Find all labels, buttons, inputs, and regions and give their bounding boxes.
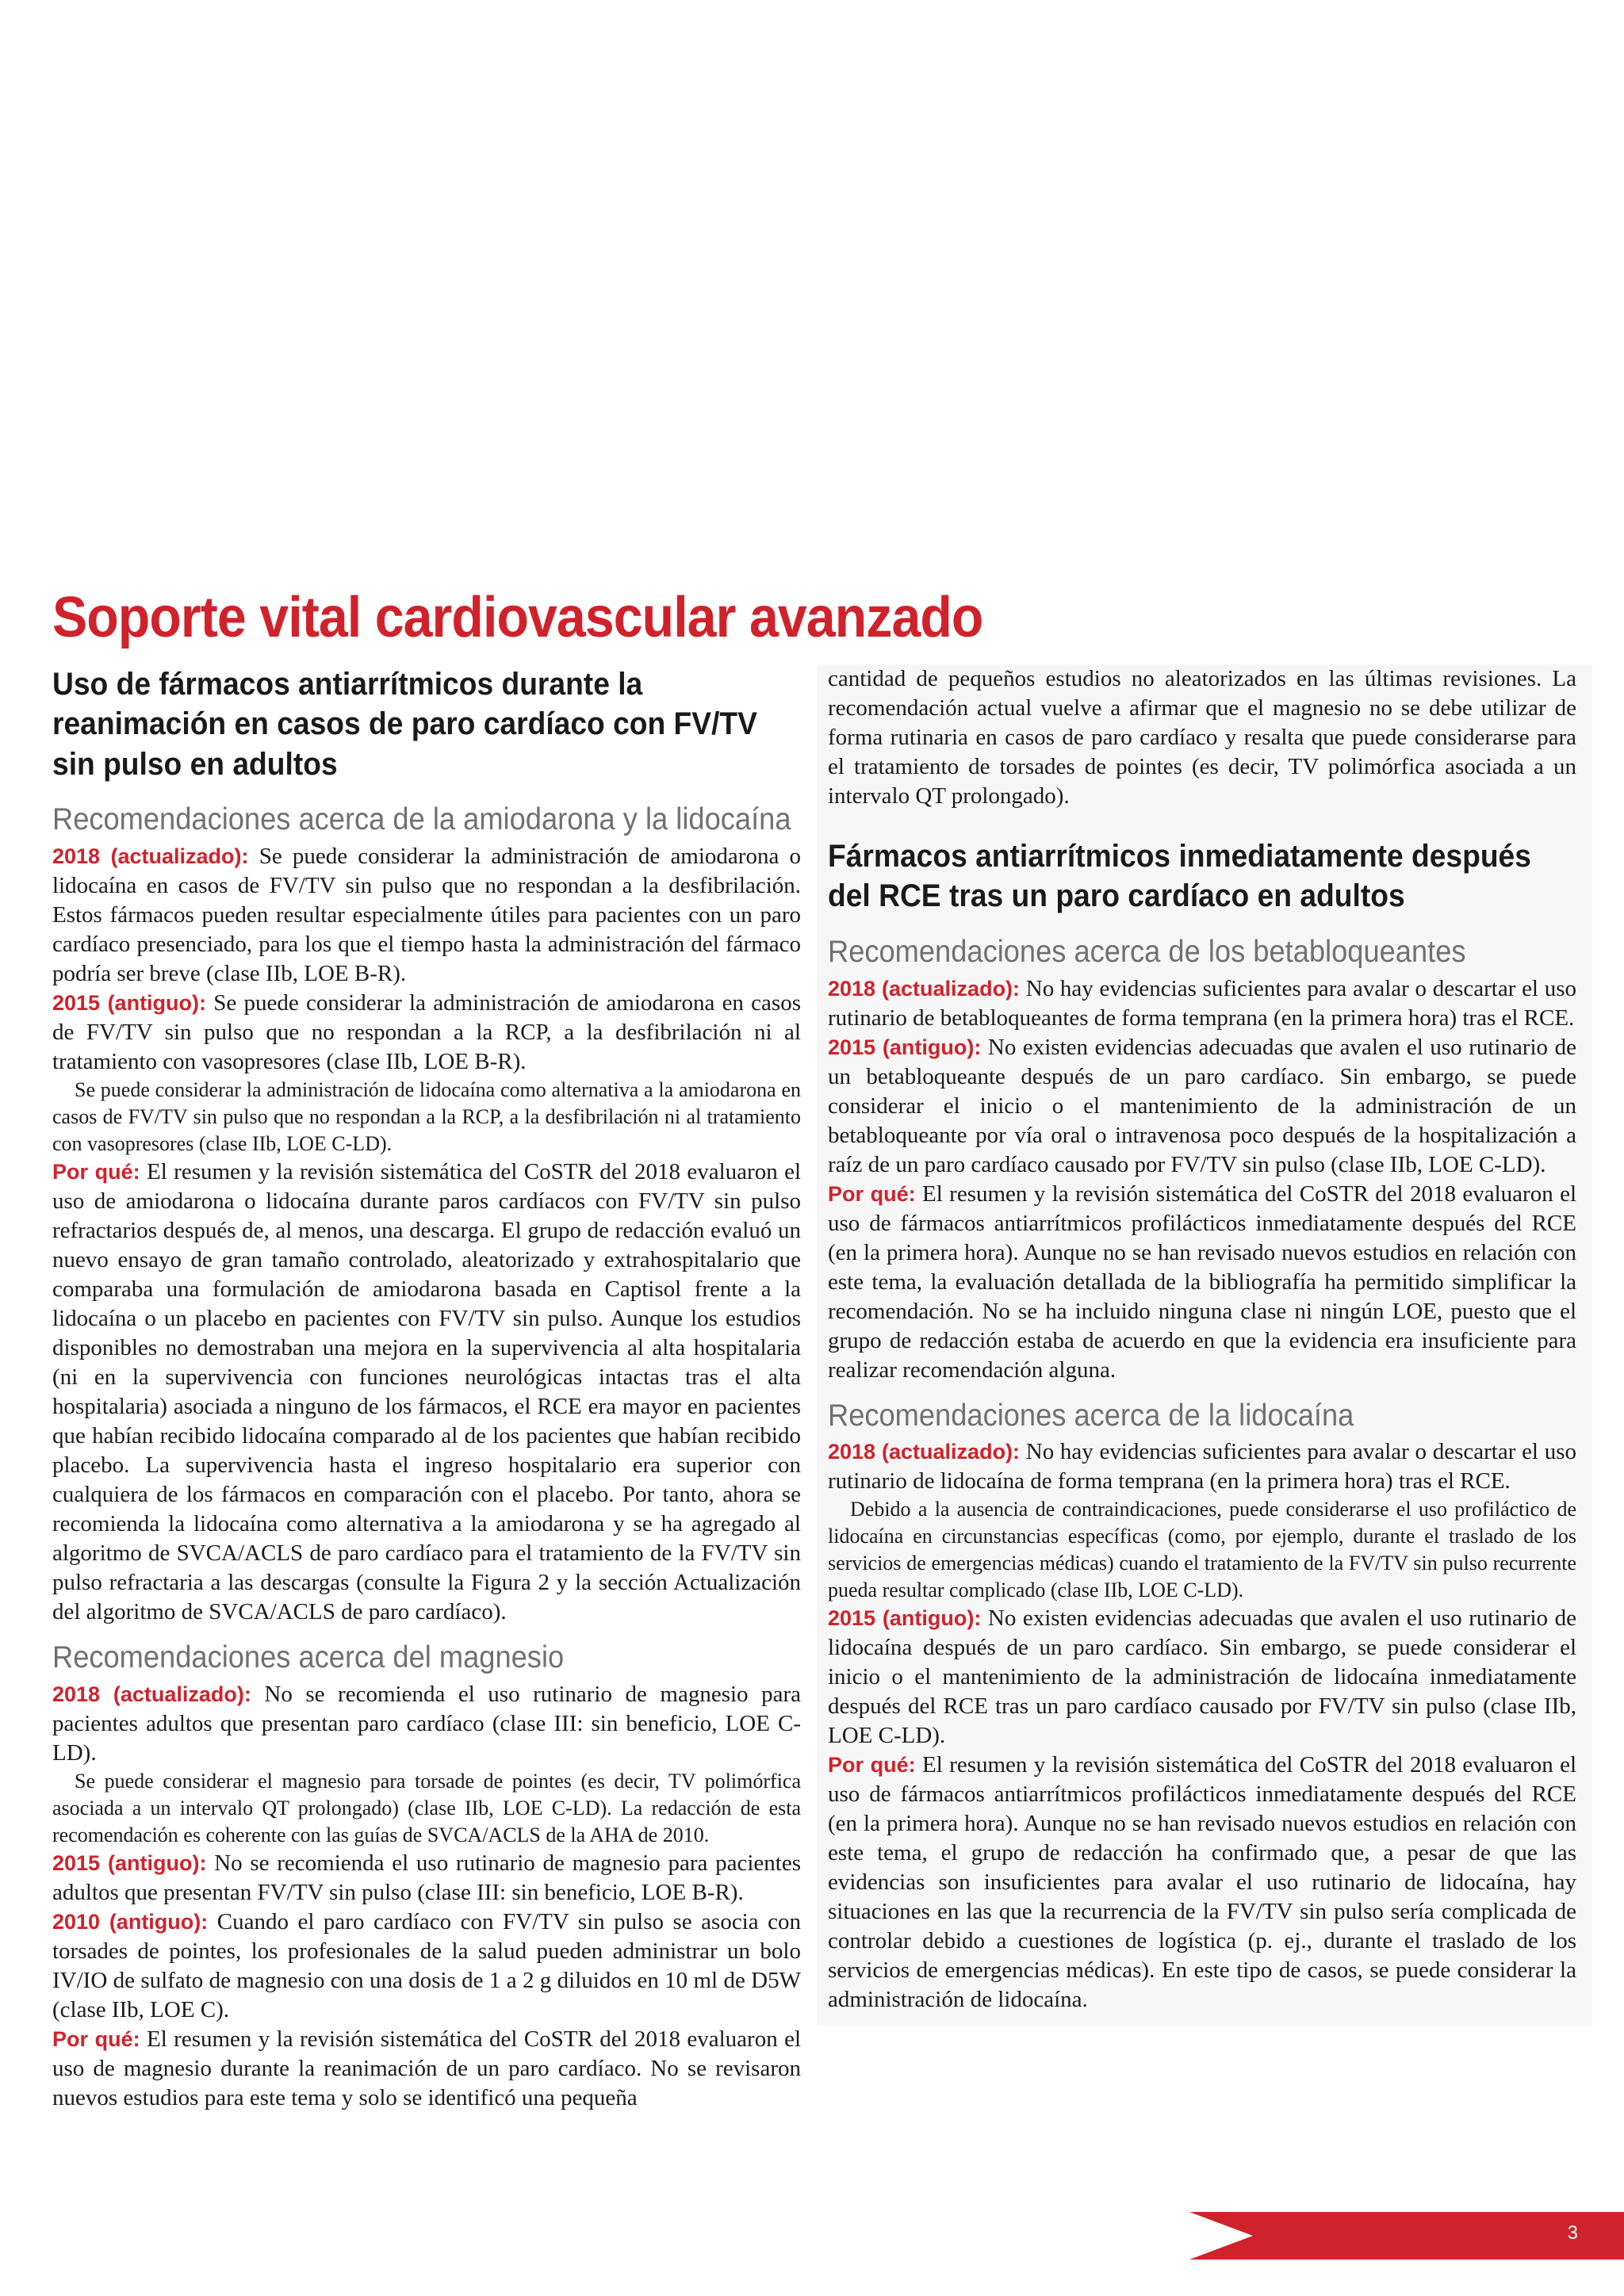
paragraph-text: El resumen y la revisión sistemática del CoSTR del 2018 evaluaron el uso de amiodarona o lidocaína durante paros cardíacos con FV/TV sin pulso refractarios después de, al menos, una descarga. El grupo de redacción evaluó un nuevo ensayo de gran tamaño controlado, aleatorizado y extrahospitalario que comparaba una formulación de amiodarona basada en Captisol frente a la lidocaína o un placebo en pacientes con FV/TV sin pulso. Aunque los estudios disponibles no demostraban una mejora en la supervivencia al alta hospitalaria (ni en la supervivencia con funciones neurológicas intactas tras el alta hospitalaria) asociada a ninguno de los fármacos, el RCE era mayor en pacientes que habían recibido lidocaína comparado al de los pacientes que habían recibido placebo. La supervivencia hasta el ingreso hospitalario era superior con cualquiera de los fármacos en comparación con el placebo. Por tanto, ahora se recomienda la lidocaína como alternativa a la amiodarona y se ha agregado al algoritmo de SVCA/ACLS de paro cardíaco para el tratamiento de la FV/TV sin pulso refractaria a las descargas (consulte la Figura 2 y la sección Actualización del algoritmo de SVCA/ACLS de paro cardíaco). (52, 1158, 801, 1624)
paragraph-text: El resumen y la revisión sistemática del CoSTR del 2018 evaluaron el uso de magnesio durante la reanimación de un paro cardíaco. No se revisaron nuevos estudios para este tema y solo se identificó una pequeña (52, 2026, 801, 2110)
page-title: Soporte vital cardiovascular avanzado (52, 586, 983, 649)
subheading-magnesium: Recomendaciones acerca del magnesio (52, 1640, 565, 1674)
paragraph (828, 1751, 1576, 2015)
paragraph: Se puede considerar la administración de lidocaína como alternativa a la amiodarona en casos de FV/TV sin pulso que no respondan a la RCP, a la desfibrilación ni al tratamiento con vasopresores (clase IIb, LOE C-LD). (52, 1077, 801, 1155)
paragraph-text: Se puede considerar la administración de amiodarona o lidocaína en casos de FV/TV sin pulso que no respondan a la desfibrilación. Estos fármacos pueden resultar especialmente útiles para pacientes con un paro cardíaco presenciado, para los que el tiempo hasta la administración del fármaco podría ser breve (clase IIb, LOE B-R). (52, 843, 802, 986)
label-2015: 2015 (antiguo): (828, 1035, 982, 1059)
paragraph (52, 2025, 801, 2113)
label-2010: 2010 (antiguo): (52, 1909, 209, 1934)
right-panel (817, 664, 1592, 2026)
paragraph-text: Cuando el paro cardíaco con FV/TV sin pulso se asocia con torsades de pointes, los profesionales de la salud pueden administrar un bolo IV/IO de sulfato de magnesio con una dosis de 1 a 2 g diluidos en 10 ml de D5W (clase IIb, LOE C). (52, 1908, 801, 2022)
label-why: Por qué: (828, 1181, 916, 1206)
subheading-amiodarone-lidocaine: Recomendaciones acerca de la amiodarona y la lidocaína (52, 802, 791, 837)
paragraph: Se puede considerar el magnesio para torsade de pointes (es decir, TV polimórfica asociada a un intervalo QT prolongado) (clase IIb, LOE C-LD). La redacción de esta recomendación es coherente con las guías de SVCA/ACLS de la AHA de 2010. (52, 1769, 801, 1846)
paragraph (828, 974, 1576, 1033)
paragraph-text: No se recomienda el uso rutinario de magnesio para pacientes adultos que presentan paro cardíaco (clase III: sin beneficio, LOE C-LD). (52, 1681, 801, 1766)
footer-arrow-bar (1189, 2212, 1624, 2260)
paragraph-text: El resumen y la revisión sistemática del CoSTR del 2018 evaluaron el uso de fármacos antiarrítmicos profilácticos inmediatamente después del RCE (en la primera hora). Aunque no se han revisado nuevos estudios en relación con este tema, el grupo de redacción ha confirmado que, a pesar de que las evidencias son insuficientes para avalar el uso rutinario de lidocaína, hay situaciones en las que la recurrencia de la FV/TV sin pulso sería complicada de controlar debido a cuestiones de logística (p. ej., durante el traslado de los servicios de emergencias médicas). En este tipo de casos, se puede considerar la administración de lidocaína. (828, 1752, 1576, 2013)
paragraph-continued: cantidad de pequeños estudios no aleatorizados en las últimas revisiones. La recomendación actual vuelve a afirmar que el magnesio no se debe utilizar de forma rutinaria en casos de paro cardíaco y resalta que puede considerarse para el tratamiento de torsades de pointes (es decir, TV polimórfica asociada a un intervalo QT prolongado). (828, 666, 1576, 809)
paragraph (828, 1180, 1576, 1385)
paragraph-text: No existen evidencias adecuadas que avalen el uso rutinario de lidocaína después de un paro cardíaco. Sin embargo, se puede considerar el inicio o el mantenimiento de la administración de lidocaína inmediatamente después del RCE tras un paro cardíaco causado por FV/TV sin pulso (clase IIb, LOE C-LD). (828, 1605, 1576, 1749)
label-2015: 2015 (antiguo): (52, 990, 207, 1015)
paragraph (52, 842, 801, 989)
subheading-lidocaine: Recomendaciones acerca de la lidocaína (828, 1398, 1354, 1433)
label-2018: 2018 (actualizado): (828, 976, 1021, 1001)
paragraph (52, 989, 801, 1077)
page-number: 3 (1567, 2222, 1578, 2244)
label-2018: 2018 (actualizado): (52, 1682, 251, 1706)
label-2015: 2015 (antiguo): (828, 1606, 982, 1631)
paragraph-text: Se puede considerar la administración de amiodarona en casos de FV/TV sin pulso que no respondan a la RCP, a la desfibrilación ni al tratamiento con vasopresores (clase IIb, LOE B-R). (52, 989, 801, 1074)
paragraph (52, 1158, 801, 1627)
paragraph-text: No hay evidencias suficientes para avalar o descartar el uso rutinario de betabloqueantes de forma temprana (en la primera hora) tras el RCE. (828, 975, 1576, 1031)
paragraph-text: No hay evidencias suficientes para avalar o descartar el uso rutinario de lidocaína de forma temprana (en la primera hora) tras el RCE. (828, 1439, 1576, 1494)
label-2018: 2018 (actualizado): (828, 1440, 1021, 1464)
section-title-during-resuscitation: Uso de fármacos antiarrítmicos durante la reanimación en casos de paro cardíaco con FV/TV sin pulso en adultos (52, 667, 757, 782)
label-why: Por qué: (52, 1159, 140, 1184)
paragraph-text: No existen evidencias adecuadas que avalen el uso rutinario de un betabloqueante después de un paro cardíaco. Sin embargo, se puede considerar el inicio o el mantenimiento de la administración de un betabloqueante por vía oral o intravenosa poco después de la hospitalización a raíz de un paro cardíaco causado por FV/TV sin pulso (clase IIb, LOE C-LD). (828, 1034, 1576, 1177)
paragraph (52, 1680, 801, 1768)
right-column (828, 664, 1576, 2026)
subheading-beta-blockers: Recomendaciones acerca de los betabloqueantes (828, 934, 1466, 969)
label-2018: 2018 (actualizado): (52, 844, 249, 868)
section-title-after-rosc: Fármacos antiarrítmicos inmediatamente después del RCE tras un paro cardíaco en adultos (828, 839, 1531, 914)
label-why: Por qué: (52, 2026, 140, 2051)
paragraph (52, 1908, 801, 2025)
left-column (52, 664, 801, 2113)
paragraph (828, 1437, 1576, 1496)
paragraph (828, 1033, 1576, 1180)
label-why: Por qué: (828, 1753, 916, 1777)
paragraph (828, 1604, 1576, 1751)
paragraph: Debido a la ausencia de contraindicaciones, puede considerarse el uso profiláctico de lidocaína en circunstancias específicas (como, por ejemplo, durante el traslado de los servicios de emergencias médicas) cuando el tratamiento de la FV/TV sin pulso recurrente pueda resultar complicado (clase IIb, LOE C-LD). (828, 1498, 1576, 1602)
paragraph-text: El resumen y la revisión sistemática del CoSTR del 2018 evaluaron el uso de fármacos antiarrítmicos profilácticos inmediatamente después del RCE (en la primera hora). Aunque no se han revisado nuevos estudios en relación con este tema, la evaluación detallada de la bibliografía ha permitido simplificar la recomendación. No se ha incluido ninguna clase ni ningún LOE, puesto que el grupo de redacción estaba de acuerdo en que la evidencia era insuficiente para realizar recomendación alguna. (828, 1181, 1576, 1383)
paragraph (52, 1849, 801, 1908)
label-2015: 2015 (antiguo): (52, 1850, 207, 1875)
paragraph-text: No se recomienda el uso rutinario de magnesio para pacientes adultos que presentan FV/TV sin pulso (clase III: sin beneficio, LOE B-R). (52, 1850, 801, 1905)
